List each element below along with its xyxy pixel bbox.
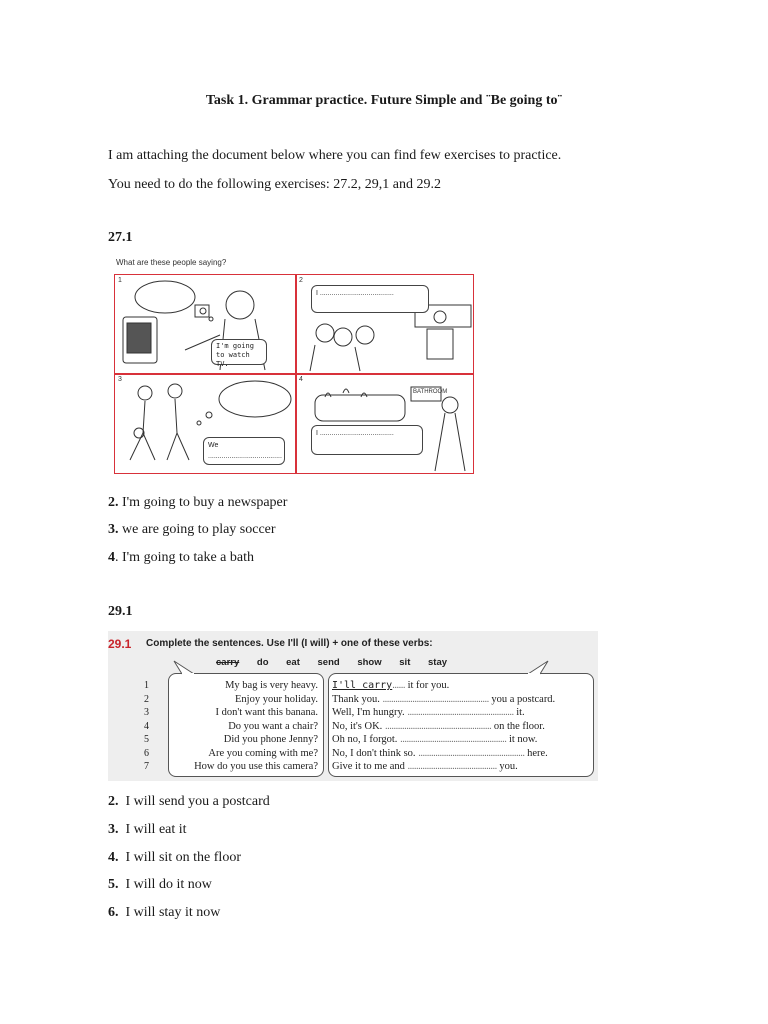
verb: stay	[428, 657, 448, 668]
intro-line-2: You need to do the following exercises: 27.2, 29,1 and 29.2	[108, 177, 441, 192]
row-numbers: 1 2 3 4 5 6 7	[144, 680, 149, 772]
answer-29-1-3: 3. I will eat it	[108, 822, 187, 837]
answer-27-1-3: 3. we are going to play soccer	[108, 522, 276, 537]
answer-29-1-5: 5. I will do it now	[108, 877, 212, 892]
response: Well, I'm hungry. .................................................. it.	[332, 707, 525, 718]
panel-number: 2	[299, 277, 303, 284]
verb: carry	[216, 657, 240, 668]
figure-question: What are these people saying?	[116, 258, 227, 267]
intro-line-1: I am attaching the document below where you can find few exercises to practice.	[108, 148, 562, 163]
exercise-29-1-heading: 29.1	[108, 604, 133, 619]
exercise-27-1-heading: 27.1	[108, 230, 133, 245]
panel-number: 3	[118, 376, 122, 383]
panel-number: 1	[118, 277, 122, 284]
answer-29-1-4: 4. I will sit on the floor	[108, 850, 241, 865]
exercise-27-1-figure	[108, 256, 482, 478]
sentence: My bag is very heavy.	[225, 680, 318, 691]
verb: do	[256, 657, 269, 668]
answer-29-1-2: 2. I will send you a postcard	[108, 794, 270, 809]
exercise-29-1-figure	[108, 631, 598, 781]
response: No, it's OK. .................................................. on the floor.	[332, 720, 545, 732]
speech-bubble-1: I'm going to watch TV.	[211, 339, 267, 365]
sentence: How do you use this camera?	[194, 761, 318, 772]
response: Oh no, I forgot. .................................................. it now.	[332, 734, 538, 745]
answer-27-1-2: 2. I'm going to buy a newspaper	[108, 495, 288, 510]
speech-bubble-4: I ......................................	[311, 425, 423, 455]
panel-grid	[114, 274, 474, 474]
response: No, I don't think so. .................................................. here.	[332, 747, 548, 759]
exercise-number: 29.1	[108, 637, 132, 651]
exercise-instruction: Complete the sentences. Use I'll (I will) + one of these verbs:	[146, 638, 433, 649]
sentence: Are you coming with me?	[208, 747, 318, 759]
response: I'll carry...... it for you.	[332, 680, 450, 691]
answer-29-1-6: 6. I will stay it now	[108, 905, 221, 920]
verb: eat	[286, 657, 300, 668]
response: Give it to me and .......................................... you.	[332, 761, 518, 772]
sentence: Do you want a chair?	[228, 720, 318, 732]
response: Thank you. .................................................. you a postcard.	[332, 693, 556, 705]
verb: sit	[399, 657, 411, 668]
speech-bubble-2: I ......................................	[311, 285, 429, 313]
left-sentences	[168, 679, 318, 774]
sentence: I don't want this banana.	[215, 707, 318, 718]
answer-27-1-4: 4. I'm going to take a bath	[108, 550, 254, 565]
bathroom-sign: BATHROOM	[413, 389, 448, 395]
verb: send	[317, 657, 340, 668]
verb: show	[357, 657, 382, 668]
right-sentences	[332, 679, 590, 774]
sentence: Did you phone Jenny?	[223, 734, 318, 745]
sentence: Enjoy your holiday.	[234, 693, 318, 705]
page-title: Task 1. Grammar practice. Future Simple and ¨Be going to¨	[205, 93, 563, 108]
speech-bubble-3: We ......................................	[203, 437, 285, 465]
panel-number: 4	[299, 376, 303, 383]
